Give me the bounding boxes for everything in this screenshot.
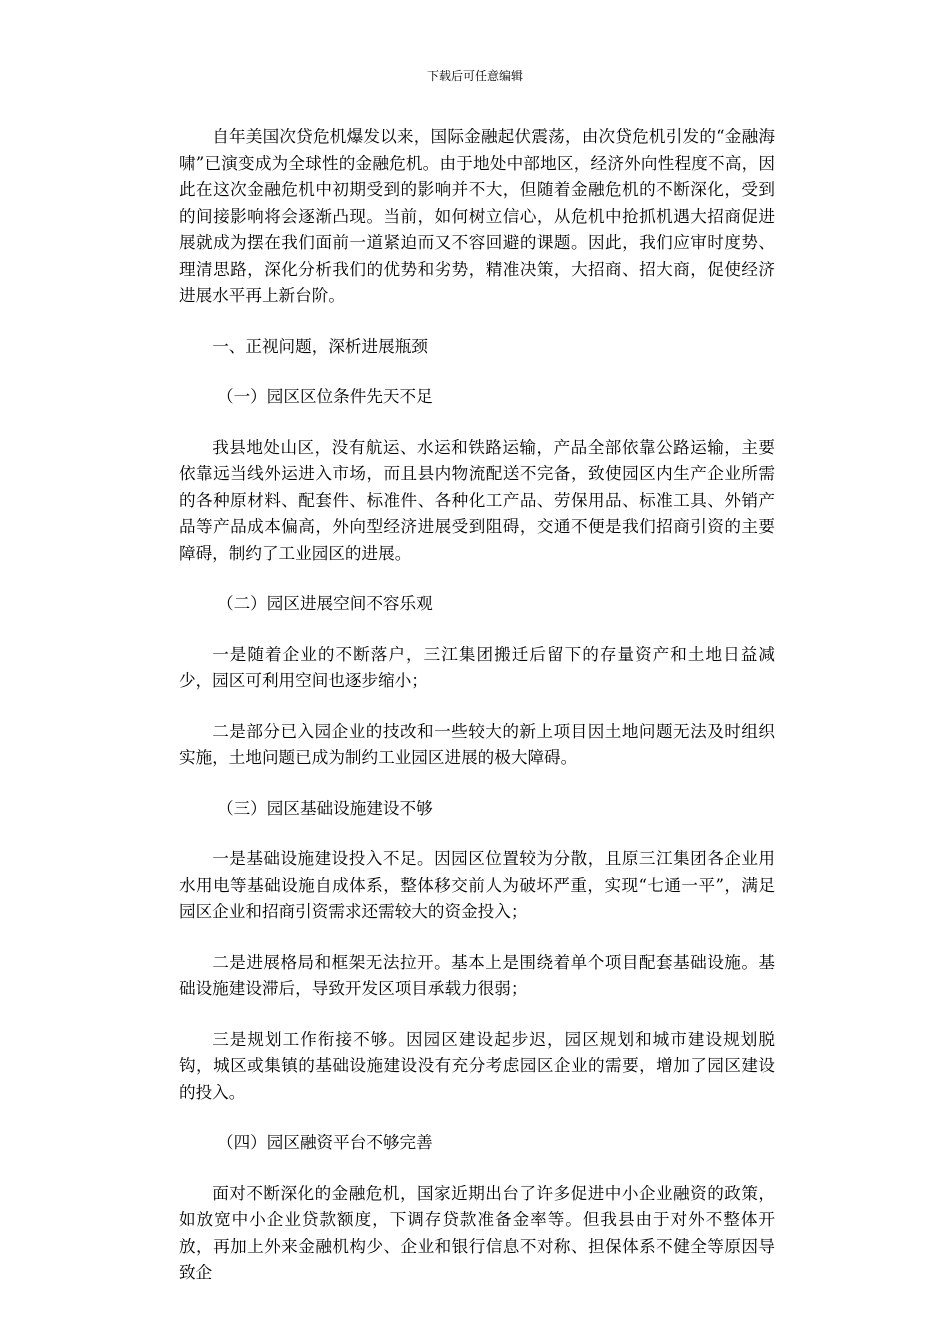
paragraph: 三是规划工作衔接不够。因园区建设起步迟，园区规划和城市建设规划脱钩，城区或集镇的基础设施建设没有充分考虑园区企业的需要，增加了园区建设的投入。 [179, 1029, 775, 1102]
paragraph: 一是基础设施建设投入不足。因园区位置较为分散，且原三江集团各企业用水用电等基础设施自成体系，整体移交前人为破坏严重，实现“七通一平”，满足园区企业和招商引资需求还需较大的资金投入； [179, 849, 775, 921]
paragraph: 二是进展格局和框架无法拉开。基本上是围绕着单个项目配套基础设施。基础设施建设滞后，导致开发区项目承载力很弱； [179, 952, 775, 998]
section-heading: 一、正视问题，深析进展瓶颈 [212, 336, 428, 356]
paragraph: 我县地处山区，没有航运、水运和铁路运输，产品全部依靠公路运输，主要依靠远当线外运进入市场，而且县内物流配送不完备，致使园区内生产企业所需的各种原材料、配套件、标准件、各种化工产品、劳保用品、标准工具、外销产品等产品成本偏高，外向型经济进展受到阻碍，交通不便是我们招商引资的主要障碍，制约了工业园区的进展。 [179, 437, 775, 563]
page-header: 下载后可任意编辑 [426, 69, 523, 83]
subsection-heading: （三）园区基础设施建设不够 [217, 798, 433, 818]
subsection-heading: （四）园区融资平台不够完善 [217, 1133, 433, 1152]
subsection-heading: （二）园区进展空间不容乐观 [217, 594, 433, 613]
intro-paragraph: 自年美国次贷危机爆发以来，国际金融起伏震荡，由次贷危机引发的“金融海啸”已演变成为全球性的金融危机。由于地处中部地区，经济外向性程度不高，因此在这次金融危机中初期受到的影响并不大，但随着金融危机的不断深化，受到的间接影响将会逐渐凸现。当前，如何树立信心，从危机中抢抓机遇大招商促进展就成为摆在我们面前一道紧迫而又不容回避的课题。因此，我们应审时度势、理清思路，深化分析我们的优势和劣势，精准决策，大招商、招大商，促使经济进展水平再上新台阶。 [179, 127, 775, 305]
document-body [179, 124, 775, 1287]
paragraph: 二是部分已入园企业的技改和一些较大的新上项目因土地问题无法及时组织实施，土地问题已成为制约工业园区进展的极大障碍。 [179, 721, 775, 767]
paragraph: 面对不断深化的金融危机，国家近期出台了许多促进中小企业融资的政策，如放宽中小企业贷款额度，下调存贷款准备金率等。但我县由于对外不整体开放，再加上外来金融机构少、企业和银行信息不对称、担保体系不健全等原因导致企 [179, 1183, 775, 1282]
subsection-heading: （一）园区区位条件先天不足 [217, 387, 433, 406]
paragraph: 一是随着企业的不断落户，三江集团搬迁后留下的存量资产和土地日益减少，园区可利用空间也逐步缩小； [179, 644, 775, 690]
